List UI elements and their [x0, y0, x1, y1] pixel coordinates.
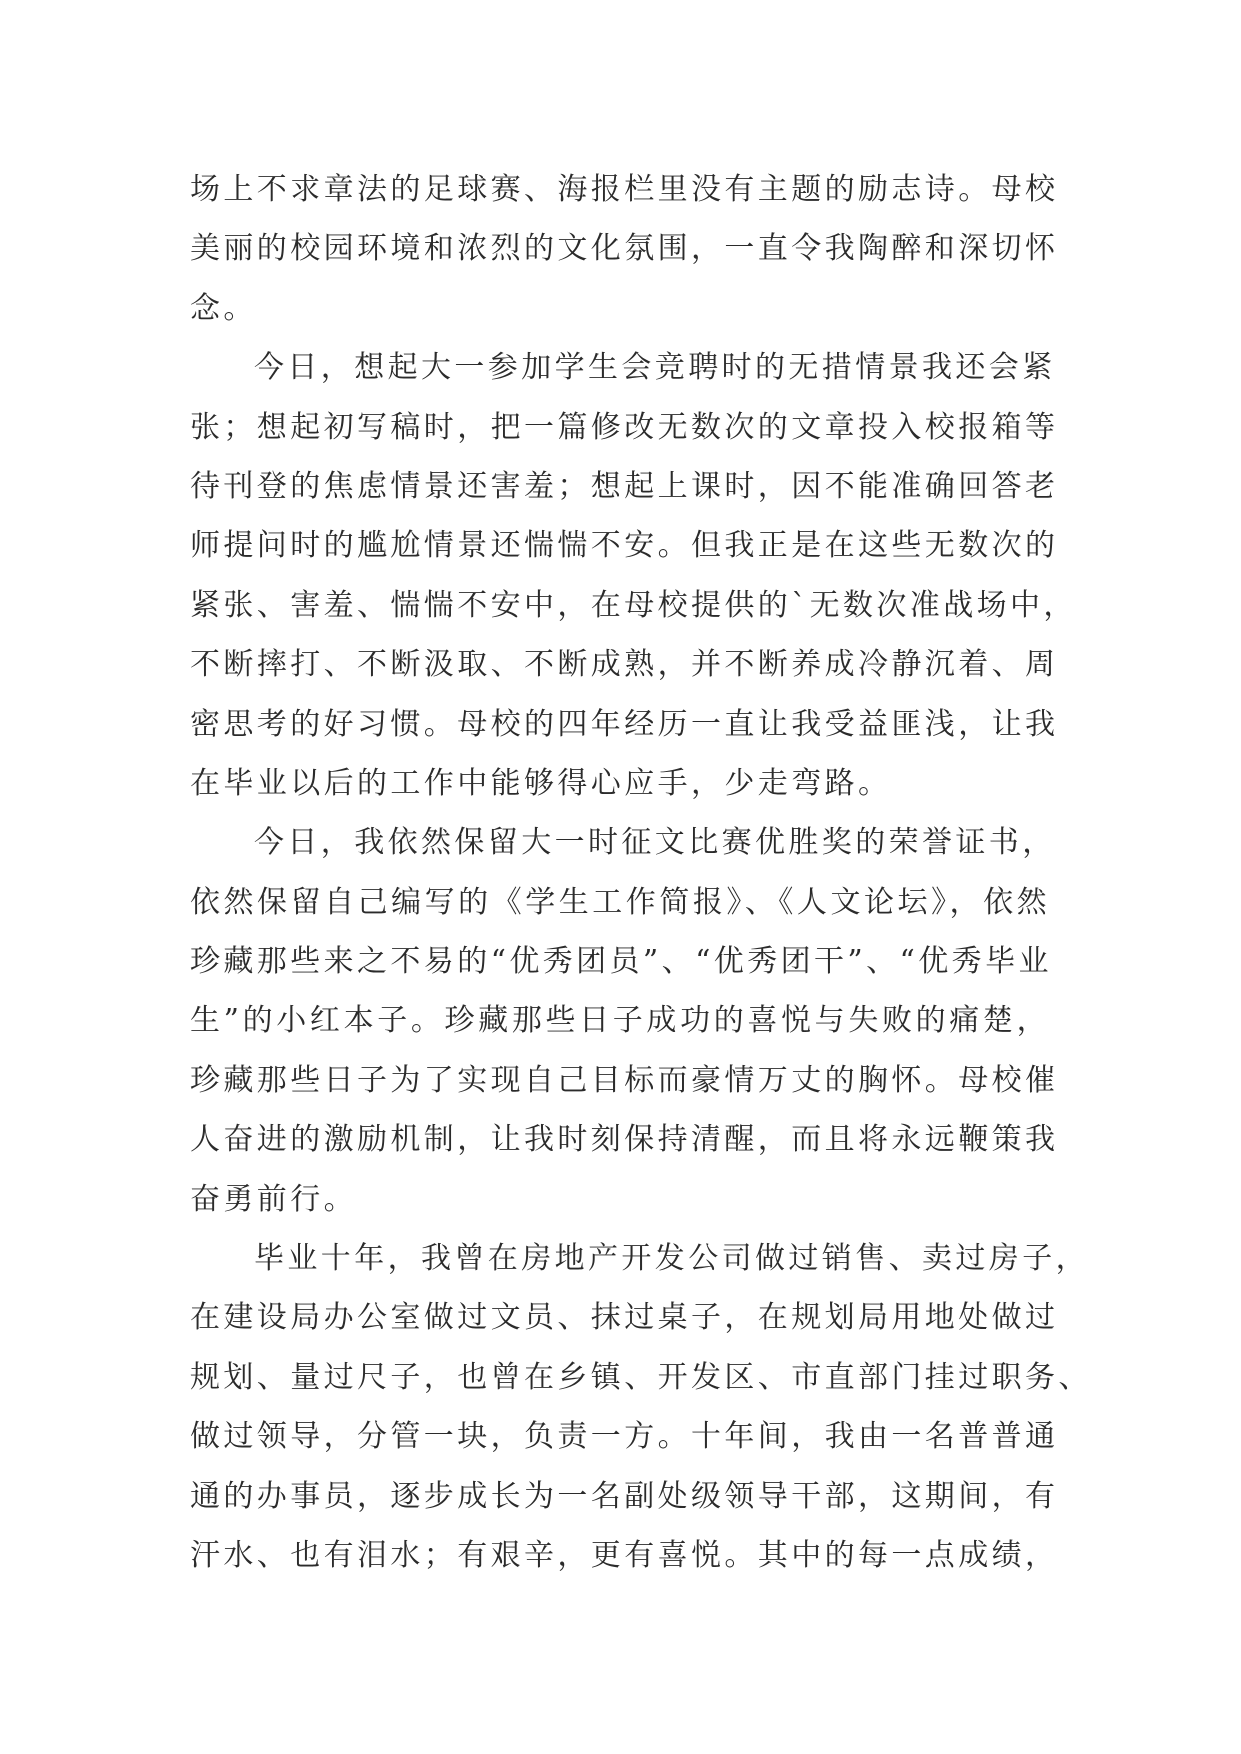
text-line: 规划、量过尺子，也曾在乡镇、开发区、市直部门挂过职务、: [190, 1359, 1092, 1395]
text-line: 珍藏那些日子为了实现自己目标而豪情万丈的胸怀。母校催: [190, 1062, 1059, 1098]
document-body: [190, 160, 1092, 1585]
paragraph-2: [190, 338, 1077, 813]
text-line: 在毕业以后的工作中能够得心应手，少走弯路。: [190, 765, 892, 801]
text-line: 念。: [190, 290, 257, 326]
text-line: 在建设局办公室做过文员、抹过桌子，在规划局用地处做过: [190, 1300, 1059, 1336]
text-line: 汗水、也有泪水；有艰辛，更有喜悦。其中的每一点成绩，: [190, 1537, 1059, 1573]
text-line: 不断摔打、不断汲取、不断成熟，并不断养成冷静沉着、周: [190, 647, 1059, 683]
text-line: 依然保留自己编写的《学生工作简报》、《人文论坛》，依然: [190, 884, 1050, 920]
paragraph-3: [190, 813, 1059, 1229]
text-line: 珍藏那些来之不易的“优秀团员”、“优秀团干”、“优秀毕业: [190, 944, 1052, 980]
paragraph-1: [190, 160, 1059, 338]
text-line: 待刊登的焦虑情景还害羞；想起上课时，因不能准确回答老: [190, 468, 1059, 504]
text-line: 今日，我依然保留大一时征文比赛优胜奖的荣誉证书，: [254, 825, 1056, 861]
text-line: 张；想起初写稿时，把一篇修改无数次的文章投入校报箱等: [190, 409, 1059, 445]
text-line: 师提问时的尴尬情景还惴惴不安。但我正是在这些无数次的: [190, 528, 1059, 564]
text-line: 密思考的好习惯。母校的四年经历一直让我受益匪浅，让我: [190, 706, 1059, 742]
text-line: 场上不求章法的足球赛、海报栏里没有主题的励志诗。母校: [190, 172, 1059, 207]
text-line: 人奋进的激励机制，让我时刻保持清醒，而且将永远鞭策我: [190, 1122, 1059, 1158]
text-line: 毕业十年，我曾在房地产开发公司做过销售、卖过房子，: [254, 1241, 1089, 1277]
text-line: 做过领导，分管一块，负责一方。十年间，我由一名普普通: [190, 1419, 1059, 1455]
text-line: 通的办事员，逐步成长为一名副处级领导干部，这期间，有: [190, 1478, 1059, 1514]
paragraph-4: [190, 1229, 1092, 1585]
text-line: 奋勇前行。: [190, 1181, 357, 1217]
text-line: 生”的小红本子。珍藏那些日子成功的喜悦与失败的痛楚，: [190, 1003, 1050, 1039]
text-line: 美丽的校园环境和浓烈的文化氛围，一直令我陶醉和深切怀: [190, 231, 1059, 267]
text-line: 紧张、害羞、惴惴不安中，在母校提供的`无数次准战场中，: [190, 587, 1077, 623]
text-line: 今日，想起大一参加学生会竞聘时的无措情景我还会紧: [254, 350, 1056, 386]
